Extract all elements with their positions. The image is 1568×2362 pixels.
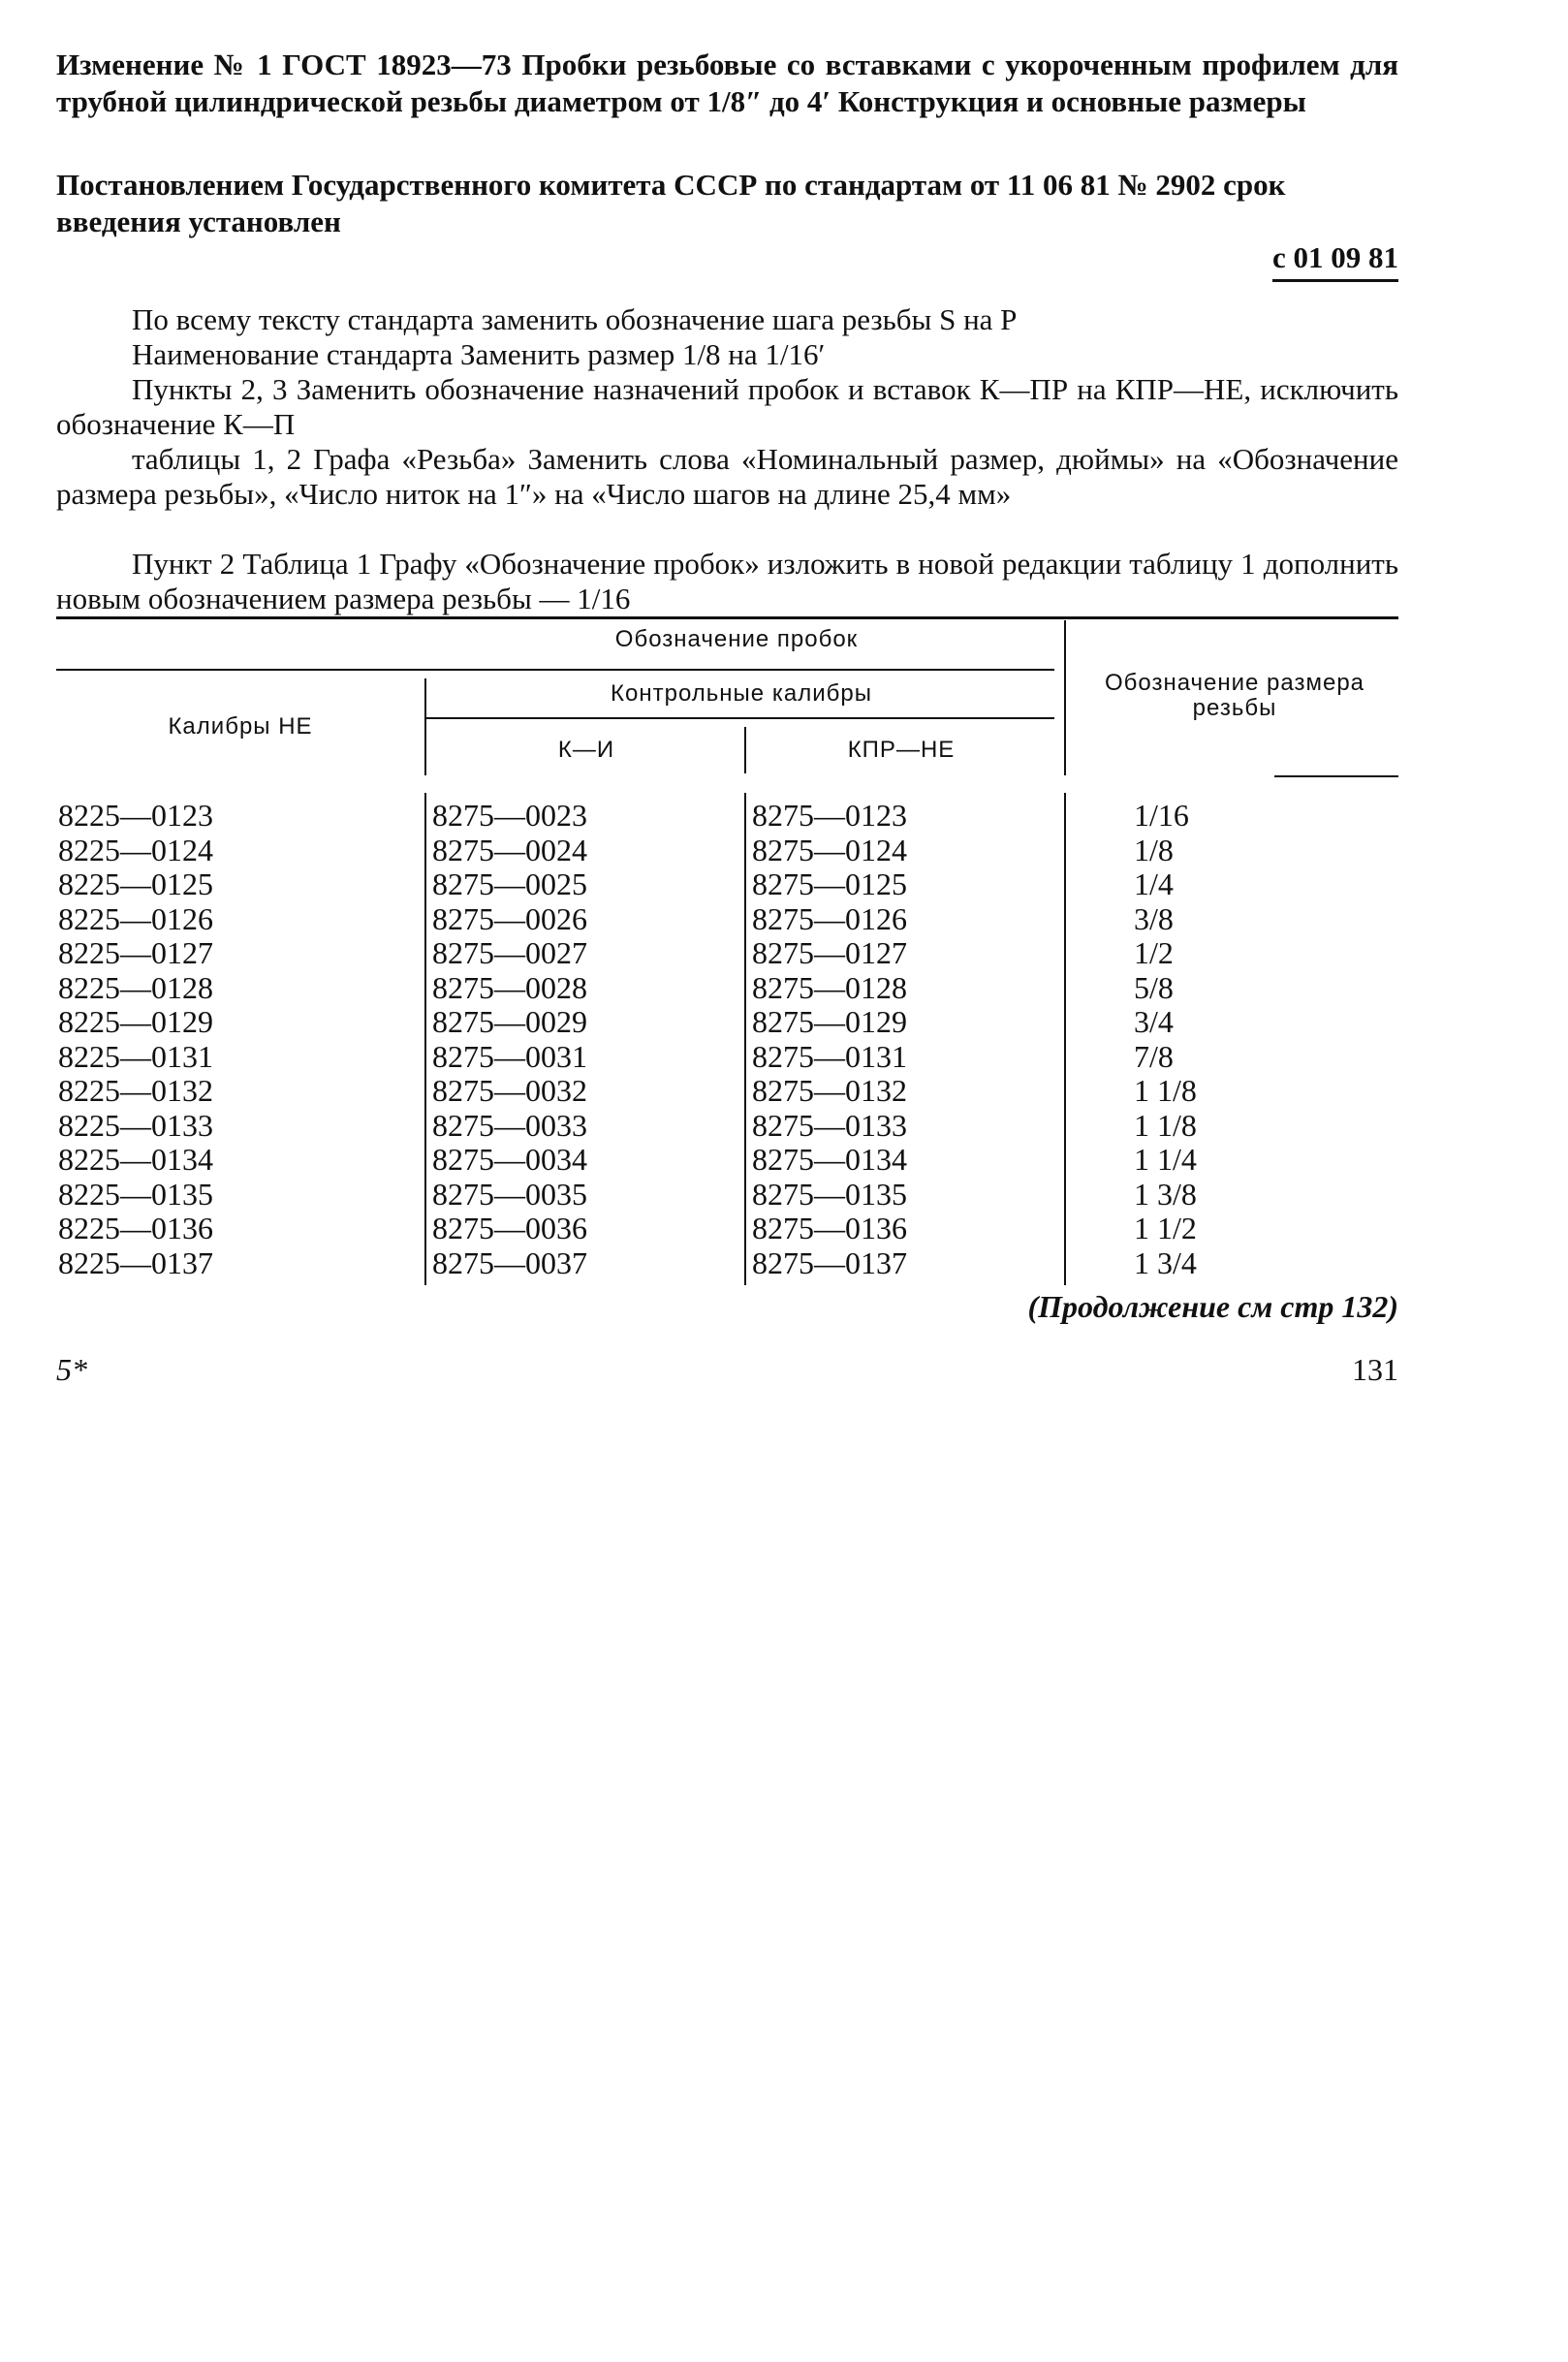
table-cell: 8225—0131 [58,1038,213,1074]
signature-mark: 5* [56,1352,87,1387]
effective-date: с 01 09 81 [1272,240,1398,282]
table-cell: 1 3/4 [1134,1244,1197,1280]
table-cell: 8275—0129 [752,1004,907,1039]
table-cell: 1 1/8 [1134,1107,1197,1143]
table-cell: 3/8 [1134,900,1174,936]
header-divider [744,727,746,773]
header-ne-gauges: Калибры НЕ [168,713,313,740]
table-cell: 8275—0124 [752,832,907,867]
table-cell: 7/8 [1134,1038,1174,1074]
header-divider [1064,620,1066,775]
table-cell: 8275—0132 [752,1073,907,1108]
header-rule [56,669,1054,671]
table-cell: 8275—0131 [752,1038,907,1074]
table-cell: 8275—0023 [432,798,587,833]
header-thread-size: Обозначение размера резьбы [1104,670,1365,721]
table-cell: 8275—0029 [432,1004,587,1039]
table-cell: 1/16 [1134,798,1189,833]
table-cell: 8275—0123 [752,798,907,833]
table-cell: 1 1/8 [1134,1073,1197,1108]
table-cell: 8275—0125 [752,866,907,901]
table-cell: 8275—0135 [752,1176,907,1212]
header-plugs-designation: Обозначение пробок [614,626,859,652]
table-cell: 8225—0124 [58,832,213,867]
table-cell: 8225—0128 [58,969,213,1005]
table-cell: 8275—0026 [432,900,587,936]
table-cell: 8275—0027 [432,935,587,970]
table-cell: 8275—0031 [432,1038,587,1074]
paragraph-1: По всему тексту стандарта заменить обозначение шага резьбы S на P [132,302,1018,336]
document-title: Изменение № 1 ГОСТ 18923—73 Пробки резьбовые со вставками с укороченным профилем для трубной цилиндрической резьбы диаметром от 1/8″ до 4′ Конструкция и основные размеры [56,47,1398,118]
column-divider [424,793,426,1285]
column-kpr-ne [752,799,907,1280]
paragraph-5: Пункт 2 Таблица 1 Графу «Обозначение пробок» изложить в новой редакции таблицу 1 дополнить новым обозначением размера резьбы — 1/16 [56,547,1398,615]
table-cell: 8275—0128 [752,969,907,1005]
table-cell: 1/4 [1134,866,1174,901]
table-cell: 8275—0136 [752,1211,907,1245]
table-cell: 8275—0127 [752,935,907,970]
table-cell: 8225—0126 [58,900,213,936]
table-cell: 1 1/2 [1134,1211,1197,1245]
table-cell: 8275—0037 [432,1244,587,1280]
header-rule [426,717,1054,719]
header-bottom-rule [1274,775,1398,777]
header-k-i: К—И [557,737,615,763]
table-cell: 1/8 [1134,832,1174,867]
table-cell: 8225—0123 [58,798,213,833]
column-divider [744,793,746,1285]
header-divider [424,678,426,775]
table-cell: 8275—0035 [432,1176,587,1212]
table-cell: 8275—0025 [432,866,587,901]
table-cell: 5/8 [1134,969,1174,1005]
table-cell: 1/2 [1134,935,1174,970]
header-control-gauges: Контрольные калибры [611,680,872,707]
paragraph-3: Пункты 2, 3 Заменить обозначение назначений пробок и вставок К—ПР на КПР—НЕ, исключить обозначение К—П [56,372,1398,441]
table-cell: 8225—0127 [58,935,213,970]
table-cell: 8225—0136 [58,1211,213,1245]
decree-text: Постановлением Государственного комитета СССР по стандартам от 11 06 81 № 2902 срок введения установлен [56,168,1286,238]
table-cell: 8225—0137 [58,1244,213,1280]
table-cell: 8225—0125 [58,866,213,901]
table-top-rule [56,616,1398,619]
table-cell: 8275—0137 [752,1244,907,1280]
table-cell: 8275—0036 [432,1211,587,1245]
table-cell: 3/4 [1134,1004,1174,1039]
table-cell: 8275—0134 [752,1142,907,1177]
table-cell: 8275—0033 [432,1107,587,1143]
column-k-i [432,799,587,1280]
table-cell: 8275—0126 [752,900,907,936]
table-cell: 8275—0032 [432,1073,587,1108]
table-cell: 8225—0129 [58,1004,213,1039]
paragraph-4: таблицы 1, 2 Графа «Резьба» Заменить слова «Номинальный размер, дюймы» на «Обозначение размера резьбы», «Число ниток на 1″» на «Число шагов на длине 25,4 мм» [56,442,1398,511]
table-cell: 8225—0134 [58,1142,213,1177]
page-number: 131 [1352,1352,1398,1387]
table-cell: 8275—0034 [432,1142,587,1177]
header-kpr-ne: КПР—НЕ [847,737,956,763]
table-cell: 8275—0024 [432,832,587,867]
column-ne-gauges [58,799,213,1280]
table-cell: 8225—0132 [58,1073,213,1108]
table-cell: 8275—0028 [432,969,587,1005]
column-divider [1064,793,1066,1285]
table-cell: 8275—0133 [752,1107,907,1143]
column-thread-size [1134,799,1197,1280]
table-cell: 1 1/4 [1134,1142,1197,1177]
table-cell: 8225—0135 [58,1176,213,1212]
paragraph-2: Наименование стандарта Заменить размер 1/8 на 1/16′ [132,337,826,371]
table-cell: 1 3/8 [1134,1176,1197,1212]
continuation-note: (Продолжение см стр 132) [1027,1289,1398,1324]
table-cell: 8225—0133 [58,1107,213,1143]
